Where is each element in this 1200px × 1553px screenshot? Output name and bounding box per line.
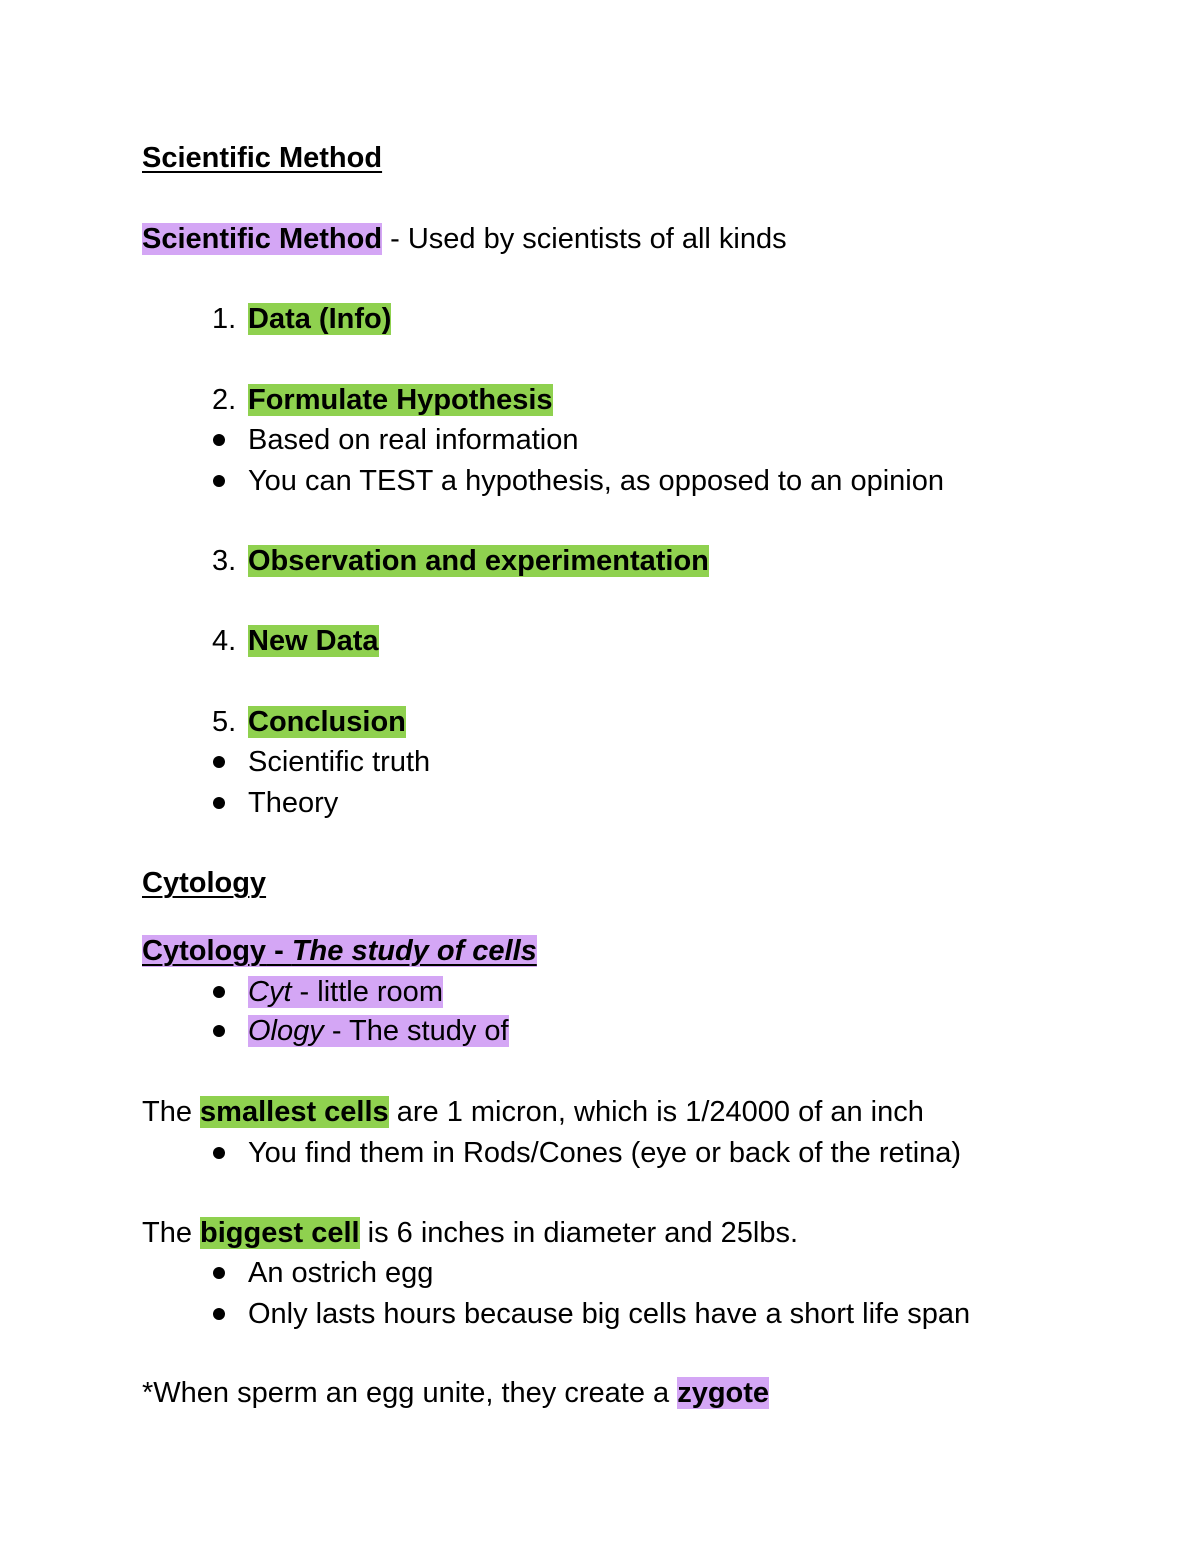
text: *When sperm an egg unite, they create a	[142, 1377, 678, 1409]
bullet-text: You find them in Rods/Cones (eye or back of the retina)	[248, 1137, 962, 1169]
root-word: Cyt	[248, 976, 292, 1008]
bullet-icon	[213, 797, 225, 809]
step-label: Formulate Hypothesis	[248, 384, 553, 416]
bullet-icon	[213, 986, 225, 998]
text: The	[142, 1217, 201, 1249]
text: is 6 inches in diameter and 25lbs.	[359, 1217, 799, 1249]
text: are 1 micron, which is 1/24000 of an inch	[388, 1096, 924, 1128]
term-scientific-method: Scientific Method	[142, 223, 383, 255]
bullet-text: Scientific truth	[248, 746, 431, 778]
step-label: New Data	[248, 625, 379, 657]
bullet-text: An ostrich egg	[248, 1257, 434, 1289]
bullet-text: Based on real information	[248, 424, 579, 456]
step-number: 2.	[212, 384, 237, 416]
definition-separator: -	[266, 935, 292, 967]
term-biggest-cell: biggest cell	[200, 1217, 360, 1249]
biggest-cell-paragraph	[142, 1215, 798, 1251]
root-word: Ology	[248, 1015, 324, 1047]
bullet-text: Only lasts hours because big cells have a short life span	[248, 1298, 971, 1330]
definition-text: - Used by scientists of all kinds	[382, 223, 787, 255]
bullet-icon	[213, 1308, 225, 1320]
term-cytology: Cytology	[142, 935, 267, 967]
bullet-icon	[213, 1267, 225, 1279]
root-meaning: - little room	[291, 976, 443, 1008]
bullet-icon	[213, 756, 225, 768]
section-heading-scientific-method: Scientific Method	[142, 142, 383, 174]
step-label: Conclusion	[248, 706, 406, 738]
bullet-icon	[213, 1025, 225, 1037]
bullet-icon	[213, 434, 225, 446]
bullet-icon	[213, 1147, 225, 1159]
step-label: Observation and experimentation	[248, 545, 709, 577]
text: The	[142, 1096, 201, 1128]
step-number: 3.	[212, 545, 237, 577]
smallest-cells-paragraph	[142, 1094, 924, 1130]
bullet-icon	[213, 475, 225, 487]
term-smallest-cells: smallest cells	[200, 1096, 389, 1128]
bullet-text: Theory	[248, 787, 339, 819]
definition-text: The study of cells	[291, 935, 537, 967]
scientific-method-definition	[142, 221, 787, 257]
step-number: 1.	[212, 303, 237, 335]
step-number: 5.	[212, 706, 237, 738]
cytology-definition	[142, 933, 537, 969]
step-number: 4.	[212, 625, 237, 657]
bullet-text: You can TEST a hypothesis, as opposed to an opinion	[248, 465, 944, 497]
zygote-paragraph	[142, 1375, 769, 1411]
step-label: Data (Info)	[248, 303, 392, 335]
section-heading-cytology: Cytology	[142, 867, 267, 899]
term-zygote: zygote	[677, 1377, 770, 1409]
root-meaning: - The study of	[323, 1015, 509, 1047]
